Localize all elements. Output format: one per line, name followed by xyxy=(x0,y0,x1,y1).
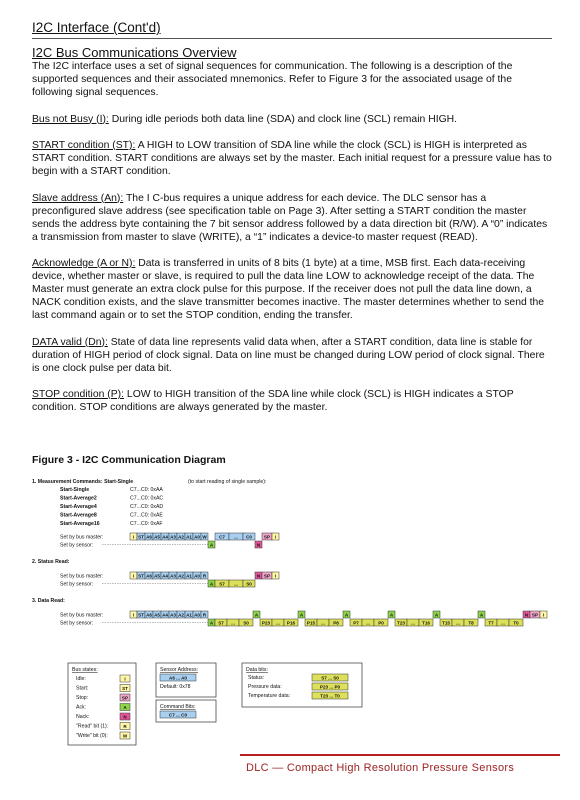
idle-label: I xyxy=(274,573,277,579)
footer-title: DLC — Compact High Resolution Pressure Sensors xyxy=(246,762,515,774)
body-text xyxy=(32,60,552,428)
ack-label: A xyxy=(209,581,214,587)
definition-term: START condition (ST): xyxy=(32,140,136,151)
legend-item-label: Idle: xyxy=(76,676,86,683)
address-bit-label: A3 xyxy=(170,612,176,618)
legend-code-label: ST xyxy=(122,685,128,691)
data-bit-label: T16 xyxy=(422,620,430,626)
legend-item-label: Pressure data: xyxy=(248,684,282,691)
sensor-label: Set by sensor: xyxy=(60,542,94,549)
command-code: C7...C0: 0xAC xyxy=(130,495,164,502)
definition-text: The I C-bus requires a unique address for each device. The DLC sensor has a preconfigured slave address (see specification table on Page 3). After setting a START condition the master sends the address byte containing the 7 bit sensor address followed by a data direction bit (R/W). A “0” indicates a transmission from master to slave (WRITE), a “1” indicates a device-to master request (READ). xyxy=(32,192,548,243)
write-bit-label: W xyxy=(202,534,207,540)
start-label: ST xyxy=(138,612,144,618)
legend-title: Data bits: xyxy=(246,667,268,673)
ack-label: A xyxy=(254,612,259,618)
address-bit-label: A6 xyxy=(146,573,152,579)
measurement-note: (to start reading of single sample): xyxy=(188,479,267,485)
i2c-communication-diagram xyxy=(32,476,552,746)
legend-item-label: Stop: xyxy=(76,695,89,702)
data-bit-label: S0 xyxy=(243,620,249,626)
legend-code-label: SP xyxy=(121,695,129,701)
ack-label: A xyxy=(209,620,214,626)
data-bit-label: T15 xyxy=(442,620,450,626)
address-bit-label: A2 xyxy=(178,612,184,618)
data-dots-label: ... xyxy=(231,620,235,626)
address-bit-label: A3 xyxy=(170,573,176,579)
idle-label: I xyxy=(132,573,135,579)
command-name: Start-Average16 xyxy=(60,521,100,527)
ack-label: A xyxy=(389,612,394,618)
definition-term: DATA valid (Dn): xyxy=(32,336,108,348)
status-dots-label: ... xyxy=(234,581,238,587)
address-bit-label: A2 xyxy=(178,534,184,540)
definition-start xyxy=(32,139,552,178)
stop-label: SP xyxy=(263,573,271,579)
intro-paragraph: The I2C interface uses a set of signal sequences for communication. The following is a description of the supported sequences and their associated mnemonics. Refer to Figure 3 for the associated usage of the following signal sequences. xyxy=(32,61,513,98)
address-bit-label: A0 xyxy=(194,573,200,579)
definition-term: Bus not Busy (I): xyxy=(32,113,109,125)
legend-code-label: N xyxy=(123,714,127,720)
address-bit-label: A4 xyxy=(162,573,168,579)
legend-item-label: Ack: xyxy=(76,704,87,711)
command-bit-label: C0 xyxy=(246,534,252,540)
definition-text: State of data line represents valid data when, after a START condition, data line is stable for duration of HIGH period of clock signal. Data on line must be changed during LOW period of clock signal. There is one clock pulse per data bit. xyxy=(32,336,545,374)
ack-label: A xyxy=(299,612,304,618)
measurement-heading: 1. Measurement Commands: Start-Single xyxy=(32,479,134,485)
read-bit-label: R xyxy=(202,573,207,579)
definition-term: Slave address (An): xyxy=(32,192,124,204)
data-dots-label: ... xyxy=(501,620,505,626)
legend-item-label: Start: xyxy=(76,685,89,692)
data-bit-label: P8 xyxy=(333,620,339,626)
address-bit-label: A0 xyxy=(194,612,200,618)
nack-label: N xyxy=(524,612,529,618)
legend-code-label: W xyxy=(122,733,128,739)
idle-label: I xyxy=(542,612,545,618)
status-bit-label: S7 xyxy=(219,581,225,587)
data-dots-label: ... xyxy=(411,620,415,626)
legend-title: Sensor Address: xyxy=(160,667,199,673)
status-heading: 2. Status Read: xyxy=(32,559,70,565)
idle-label: I xyxy=(274,534,277,540)
data-dots-label: ... xyxy=(456,620,460,626)
address-bit-label: A0 xyxy=(194,534,200,540)
legend-code-label: I xyxy=(124,676,126,682)
data-heading: 3. Data Read: xyxy=(32,598,65,604)
data-bit-label: T8 xyxy=(468,620,474,626)
command-dots-label: ... xyxy=(234,534,238,540)
definition-term: Acknowledge (A or N): xyxy=(32,258,136,269)
address-bit-label: A1 xyxy=(186,573,192,579)
legend-code-label: A xyxy=(123,704,127,710)
address-bit-label: A2 xyxy=(178,573,184,579)
status-bit-label: S0 xyxy=(246,581,252,587)
legend-title: Bus states: xyxy=(72,667,98,673)
legend-data-label: P23 ... P0 xyxy=(319,684,341,690)
read-bit-label: R xyxy=(202,612,207,618)
sensor-label: Set by sensor: xyxy=(60,620,94,627)
legend-data-label: S7 ... S0 xyxy=(321,675,339,681)
sensor-label: Set by sensor: xyxy=(60,581,94,588)
command-name: Start-Single xyxy=(60,487,90,493)
address-bit-label: A1 xyxy=(186,612,192,618)
definition-data-valid xyxy=(32,336,552,375)
footer-rule xyxy=(240,754,560,756)
nack-label: N xyxy=(256,573,261,579)
definition-stop xyxy=(32,388,552,414)
start-label: ST xyxy=(138,534,144,540)
address-bit-label: A6 xyxy=(146,612,152,618)
stop-label: SP xyxy=(263,534,271,540)
definition-text: During idle periods both data line (SDA) and clock line (SCL) remain HIGH. xyxy=(108,113,458,125)
data-bit-label: P23 xyxy=(261,620,271,626)
command-code: C7...C0: 0xAA xyxy=(130,487,163,493)
legend-data-label: T23 ... T0 xyxy=(320,693,340,699)
data-bit-label: P0 xyxy=(378,620,384,626)
definition-term: STOP condition (P): xyxy=(32,389,125,400)
definition-slave-address xyxy=(32,192,552,244)
data-bit-label: P16 xyxy=(286,620,296,626)
command-code: C7...C0: 0xAE xyxy=(130,512,163,519)
data-bit-label: T0 xyxy=(513,620,519,626)
ack-label: A xyxy=(434,612,439,618)
ack-label: A xyxy=(344,612,349,618)
address-bit-label: A4 xyxy=(162,534,168,540)
command-name: Start-Average4 xyxy=(60,504,97,510)
start-label: ST xyxy=(138,573,144,579)
legend-default: Default: 0x78 xyxy=(160,684,191,690)
ack-label: A xyxy=(479,612,484,618)
ack-label: A xyxy=(209,542,214,548)
master-label: Set by bus master: xyxy=(60,612,104,619)
definition-bus-not-busy xyxy=(32,113,552,126)
legend-address-label: A6 ... A0 xyxy=(169,675,187,681)
data-bit-label: T23 xyxy=(397,620,405,626)
definition-acknowledge xyxy=(32,257,552,322)
header-rule xyxy=(32,38,552,39)
address-bit-label: A5 xyxy=(154,612,160,618)
legend-item-label: Status: xyxy=(248,675,265,682)
master-label: Set by bus master: xyxy=(60,573,104,580)
stop-label: SP xyxy=(531,612,539,618)
page-header: I2C Interface (Cont'd) xyxy=(32,20,161,35)
command-name: Start-Average2 xyxy=(60,495,97,502)
legend-item-label: "Write" bit (0): xyxy=(76,733,108,740)
legend-code-label: R xyxy=(123,723,127,729)
address-bit-label: A3 xyxy=(170,534,176,540)
address-bit-label: A5 xyxy=(154,534,160,540)
data-dots-label: ... xyxy=(276,620,280,626)
idle-label: I xyxy=(132,534,135,540)
idle-label: I xyxy=(132,612,135,618)
address-bit-label: A6 xyxy=(146,534,152,540)
legend-command-label: C7 ... C0 xyxy=(168,712,188,718)
definition-text: A HIGH to LOW transition of SDA line while the clock (SCL) is HIGH is interpreted as START condition. START conditions are always set by the master. Each initial request for a pressure value has to begin with a START condition. xyxy=(32,140,552,177)
data-bit-label: P15 xyxy=(306,620,316,626)
legend-item-label: Temperature data: xyxy=(248,693,291,700)
legend-item-label: Nack: xyxy=(76,714,90,721)
nack-label: N xyxy=(256,542,261,548)
data-bit-label: T7 xyxy=(488,620,494,626)
command-code: C7...C0: 0xAD xyxy=(130,504,164,510)
command-name: Start-Average8 xyxy=(60,512,97,519)
definition-text: Data is transferred in units of 8 bits (1 byte) at a time, MSB first. Each data-receiving device, whether master or slave, is required to pull the data line LOW to acknowledge receipt of the data. The Master must generate an extra clock pulse for this purpose. If the receiver does not pull the data line down, a NACK condition exists, and the slave transmitter becomes inactive. The master determines whether to send the last command again or to set the STOP condition, ending the transfer. xyxy=(32,258,545,321)
data-bit-label: S7 xyxy=(218,620,224,626)
address-bit-label: A4 xyxy=(162,612,168,618)
data-dots-label: ... xyxy=(366,620,370,626)
address-bit-label: A1 xyxy=(186,534,192,540)
command-bit-label: C7 xyxy=(219,534,225,540)
section-title: I2C Bus Communications Overview xyxy=(32,45,237,60)
data-bit-label: P7 xyxy=(353,620,359,626)
address-bit-label: A5 xyxy=(154,573,160,579)
master-label: Set by bus master: xyxy=(60,534,104,541)
data-dots-label: ... xyxy=(321,620,325,626)
command-code: C7...C0: 0xAF xyxy=(130,521,163,527)
figure-title: Figure 3 - I2C Communication Diagram xyxy=(32,454,226,466)
legend-item-label: "Read" bit (1): xyxy=(76,723,109,730)
legend-title: Command Bits: xyxy=(160,704,196,710)
definition-text: LOW to HIGH transition of the SDA line while clock (SCL) is HIGH indicates a STOP condition. STOP conditions are always generated by the master. xyxy=(32,389,514,413)
